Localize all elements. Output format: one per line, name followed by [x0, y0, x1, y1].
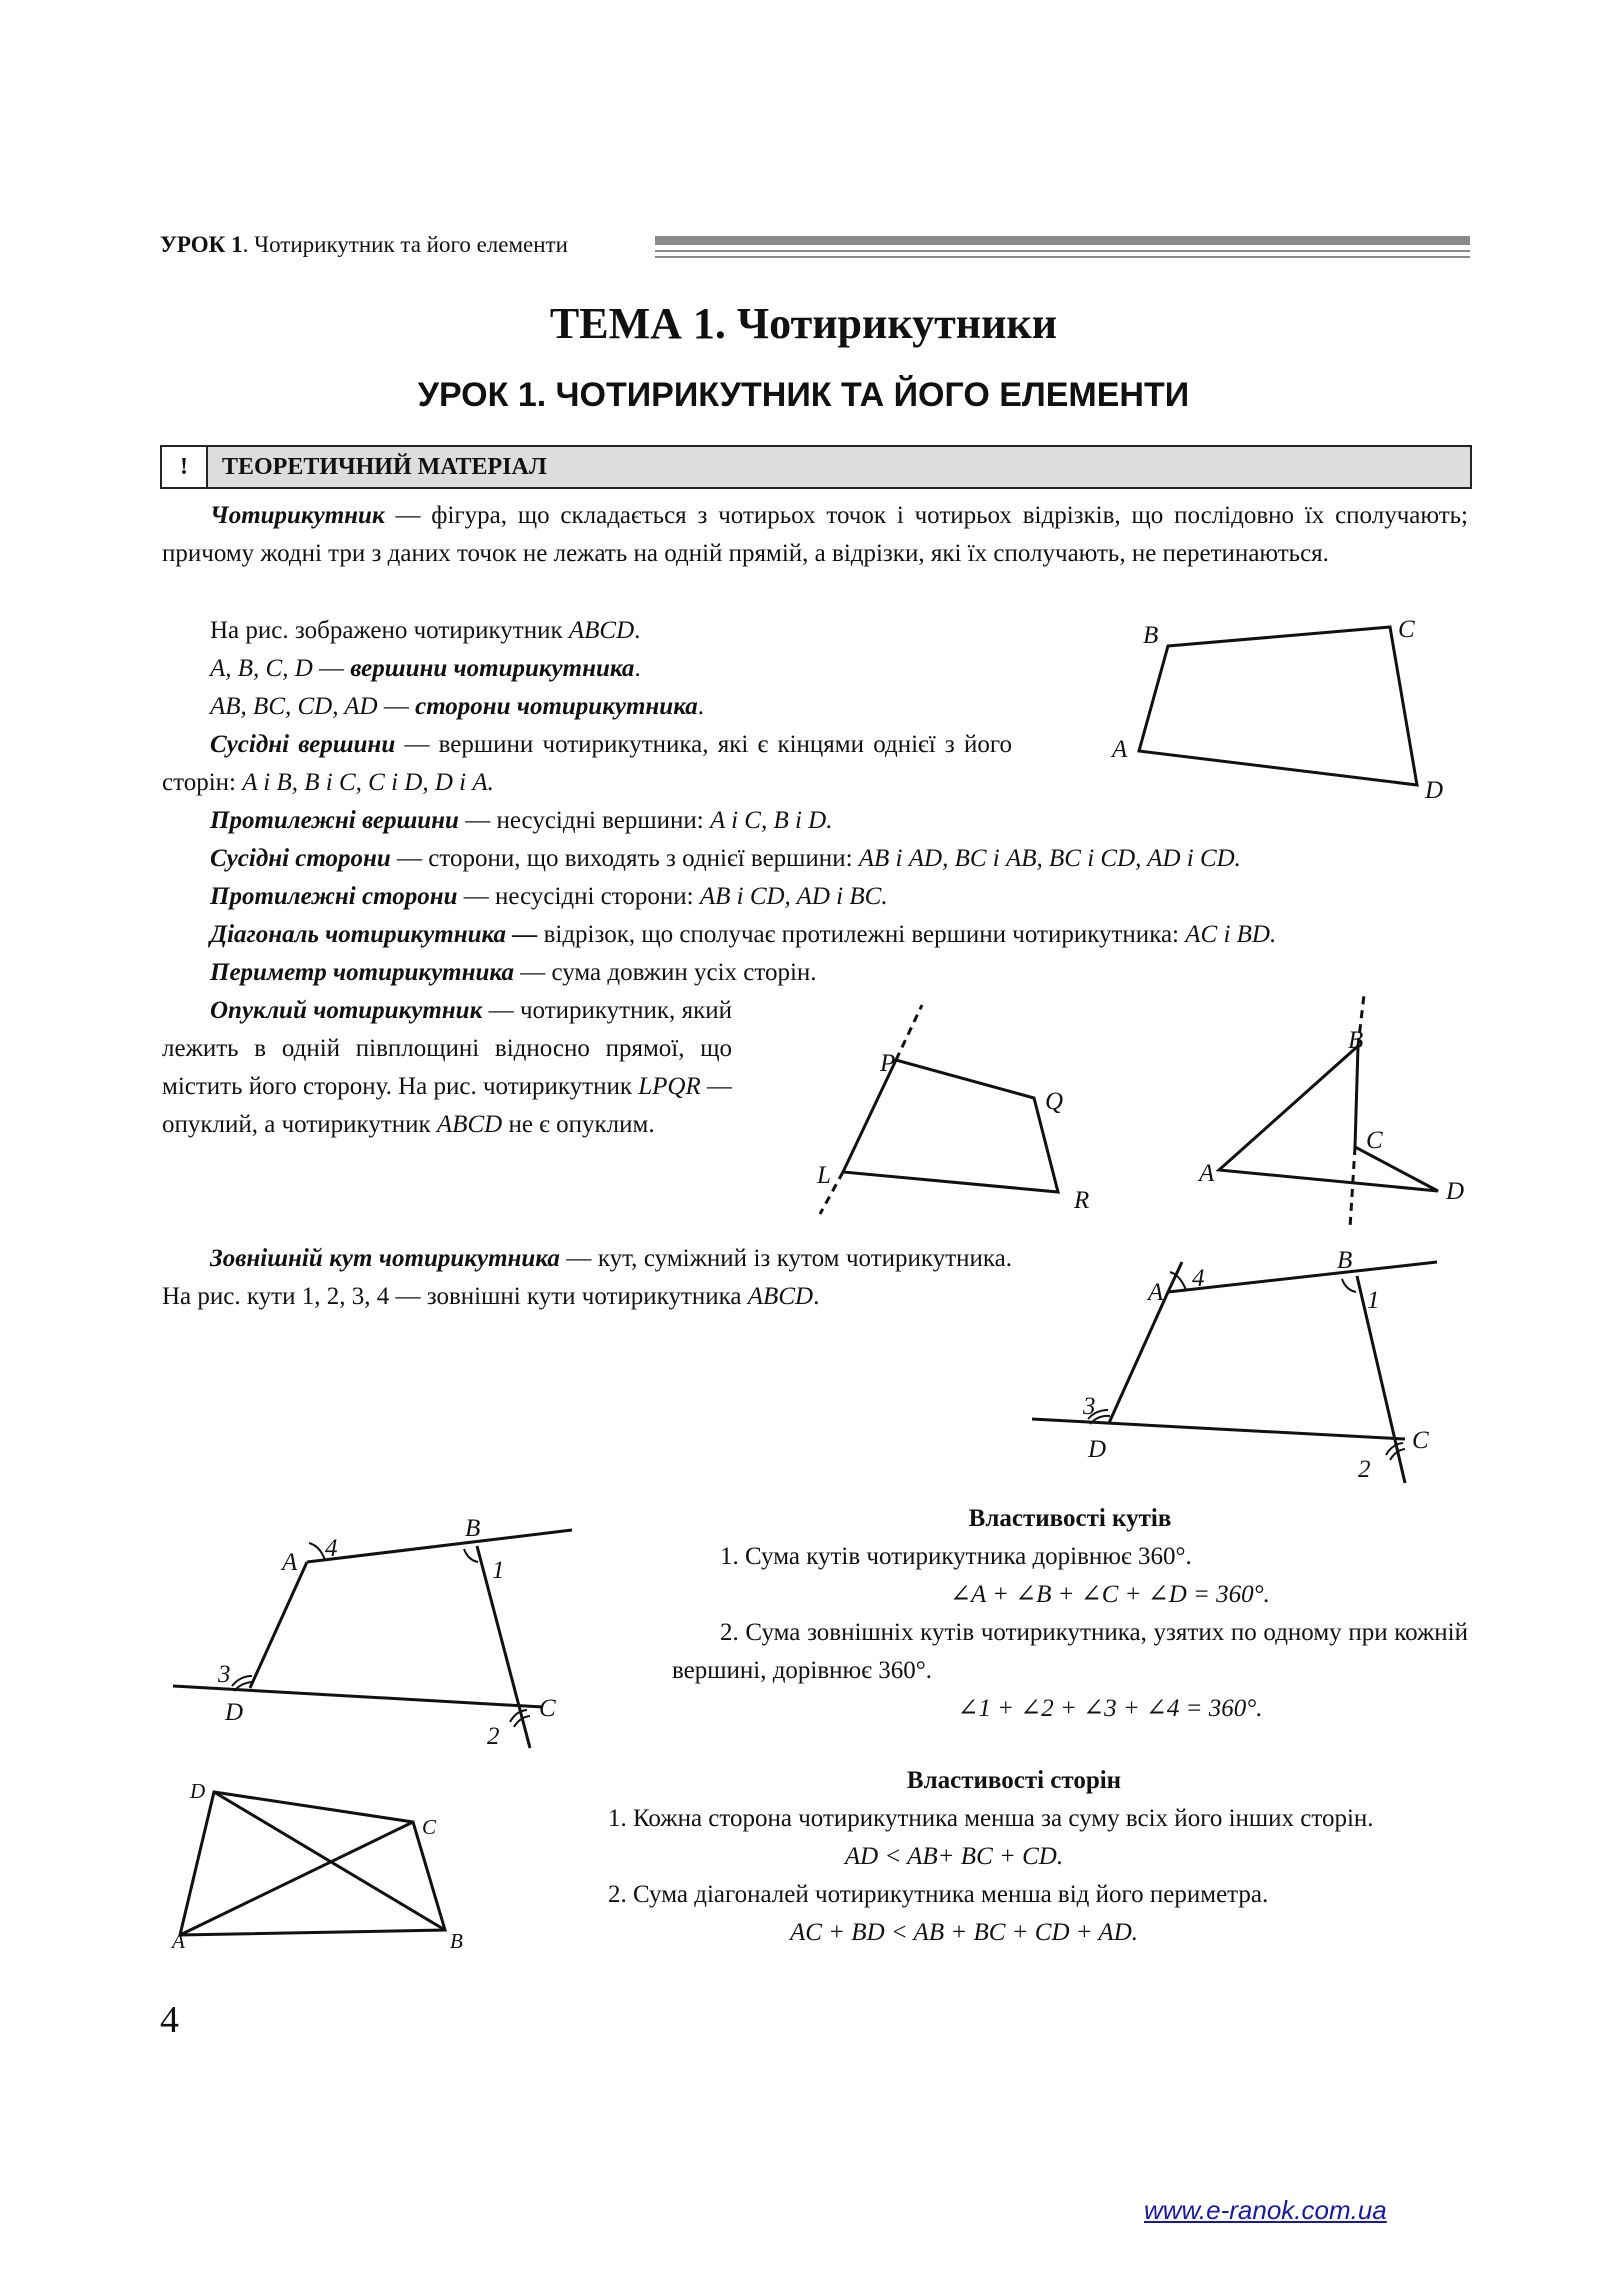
adjacent-vertices-text: — вершини чотирикутника, які є кінцями однієї з його сторін: — [162, 731, 1013, 796]
angle-property-2: 2. Сума зовнішніх кутів чотирикутника, узятих по одному при кожній вершині, дорівнює 360°. — [672, 1619, 1468, 1684]
footer-link[interactable]: www.e-ranok.com.ua — [1144, 2195, 1387, 2225]
vertices-list: A, B, C, D — [210, 655, 313, 682]
quad-nonconvex-figure — [1219, 1046, 1438, 1191]
term-quadrilateral: Чотирикутник — [210, 502, 385, 529]
label-b-fig6: B — [450, 1929, 463, 1953]
nonconvex-dashed-bottom — [1350, 1147, 1355, 1228]
term-convex: Опуклий чотирикутник — [210, 997, 483, 1024]
label-3-fig5: 3 — [218, 1661, 231, 1688]
lesson-title: УРОК 1. ЧОТИРИКУТНИК ТА ЙОГО ЕЛЕМЕНТИ — [417, 376, 1190, 414]
label-c-fig1: C — [1398, 616, 1415, 643]
angle-property-1: 1. Сума кутів чотирикутника дорівнює 360°. — [720, 1543, 1192, 1570]
topic-title: ТЕМА 1. Чотирикутники — [549, 299, 1058, 348]
theory-title: ТЕОРЕТИЧНИЙ МАТЕРІАЛ — [222, 454, 547, 480]
adjacent-sides-text: — сторони, що виходять з однієї вершини: — [390, 845, 859, 872]
term-vertices: вершини чотирикутника — [350, 655, 635, 682]
fig-suffix: . — [634, 617, 641, 644]
fig-name: ABCD — [568, 617, 635, 644]
label-1-fig4: 1 — [1367, 1287, 1380, 1314]
label-c-fig5: C — [539, 1695, 556, 1722]
side-properties-title: Властивості сторін — [906, 1767, 1122, 1794]
quad-lpqr-figure — [843, 1060, 1058, 1192]
term-opposite-sides: Протилежні сторони — [210, 883, 458, 910]
label-a-fig5: A — [282, 1549, 298, 1576]
quad-abcd-figure — [1139, 627, 1417, 785]
label-d-fig4: D — [1088, 1436, 1107, 1463]
label-d-fig3: D — [1446, 1178, 1465, 1205]
label-c-fig3: C — [1366, 1127, 1383, 1154]
term-diagonal: Діагональ чотирикутника — — [210, 921, 538, 948]
fig-prefix: На рис. зображено чотирикутник — [210, 617, 569, 644]
angle-formula-2: ∠1 + ∠2 + ∠3 + ∠4 = 360°. — [957, 1695, 1263, 1722]
opposite-sides-text: — несусідні сторони: — [457, 883, 700, 910]
label-b-fig5: B — [465, 1515, 481, 1542]
term-perimeter: Периметр чотирикутника — [210, 959, 514, 986]
label-a-fig4: A — [1148, 1279, 1164, 1306]
adjacent-sides-pairs: AB і AD, BC і AB, BC і CD, AD і CD. — [858, 845, 1241, 872]
label-4-fig5: 4 — [325, 1535, 338, 1562]
label-q: Q — [1045, 1088, 1064, 1115]
diagonal-text: відрізок, що сполучає протилежні вершини чотирикутника: — [537, 921, 1186, 948]
label-4-fig4: 4 — [1192, 1265, 1205, 1292]
label-3-fig4: 3 — [1083, 1393, 1096, 1420]
convex-fig-2: ABCD — [436, 1111, 503, 1138]
label-d-fig6: D — [190, 1779, 206, 1803]
running-header-title: . Чотирикутник та його елементи — [242, 232, 568, 257]
label-b-fig1: B — [1143, 622, 1159, 649]
adjacent-vertices-pairs: A і B, B і C, C і D, D і A. — [242, 769, 494, 796]
label-b-fig4: B — [1337, 1247, 1353, 1274]
running-header-lesson: УРОК 1 — [160, 232, 243, 257]
label-p: P — [880, 1050, 896, 1077]
term-opposite-vertices: Протилежні вершини — [210, 807, 459, 834]
term-adjacent-vertices: Сусідні вершини — [210, 731, 396, 758]
perimeter-text: — сума довжин усіх сторін. — [513, 959, 817, 986]
label-b-fig3: B — [1348, 1027, 1364, 1054]
label-c-fig4: C — [1412, 1427, 1429, 1454]
opposite-sides-pairs: AB і CD, AD і BC. — [699, 883, 888, 910]
label-1-fig5: 1 — [492, 1557, 505, 1584]
quad-definition-text: — фігура, що складається з чотирьох точок і чотирьох відрізків, що послідовно їх сполучають; причому жодні три з даних точок не лежать на одній прямій, а відрізки, які їх сполучають, не перетинаються. — [162, 502, 1468, 567]
side-property-2: 2. Сума діагоналей чотирикутника менша від його периметра. — [608, 1881, 1269, 1908]
exterior-angle-suffix: . — [813, 1283, 820, 1310]
label-a-fig6: A — [172, 1929, 185, 1953]
convex-text-1: — чотирикутник, який лежить в одній півплощині відносно прямої, що містить його сторону. На рис. чотирикутник — [162, 997, 733, 1100]
angle-formula-1: ∠A + ∠B + ∠C + ∠D = 360°. — [950, 1581, 1270, 1608]
term-adjacent-sides: Сусідні сторони — [210, 845, 391, 872]
exclamation-icon: ! — [162, 447, 208, 487]
opposite-vertices-text: — несусідні вершини: — [458, 807, 710, 834]
sides-list: AB, BC, CD, AD — [210, 693, 378, 720]
page-number: 4 — [160, 1999, 179, 2041]
lpqr-dashed-line-top — [896, 1005, 922, 1060]
term-sides: сторони чотирикутника — [415, 693, 698, 720]
label-d-fig1: D — [1425, 777, 1444, 804]
label-d-fig5: D — [225, 1699, 244, 1726]
diagonal-pairs: AC і BD. — [1185, 921, 1277, 948]
vertices-block: На рис. зображено чотирикутник ABCD. A, B, C, D — вершини чотирикутника. AB, BC, CD, AD — сторони чотирикутника. Сусідні вершини — вершини чотирикутника, які є кінцями однієї з його сторін: A і B, B і C, C і D, D і A. — [162, 617, 1013, 796]
label-2-fig5: 2 — [487, 1723, 500, 1750]
exterior-angle-fig: ABCD — [747, 1283, 814, 1310]
angle-properties-title: Властивості кутів — [968, 1505, 1172, 1532]
label-c-fig6: C — [422, 1815, 437, 1839]
term-exterior-angle: Зовнішній кут чотирикутника — [210, 1245, 560, 1272]
label-2-fig4: 2 — [1358, 1456, 1371, 1483]
exterior-angle-text: — кут, суміжний із кутом чотирикутника. На рис. кути 1, 2, 3, 4 — зовнішні кути чотирикутника — [162, 1245, 1012, 1310]
label-r: R — [1074, 1187, 1090, 1214]
opposite-vertices-pairs: A і C, B і D. — [710, 807, 833, 834]
side-property-1: 1. Кожна сторона чотирикутника менша за суму всіх його інших сторін. — [608, 1805, 1374, 1832]
convex-text-2: — опуклий, а чотирикутник — [162, 1073, 732, 1138]
convex-fig-1: LPQR — [638, 1073, 701, 1100]
convex-text-3: не є опуклим. — [502, 1111, 655, 1138]
diagonals-figure — [180, 1792, 445, 1935]
label-l: L — [817, 1162, 831, 1189]
label-a-fig1: A — [1112, 736, 1128, 763]
side-formula-1: AD < AB+ BC + CD. — [844, 1843, 1064, 1870]
label-a-fig3: A — [1199, 1160, 1215, 1187]
side-formula-2: AC + BD < AB + BC + CD + AD. — [789, 1919, 1138, 1946]
